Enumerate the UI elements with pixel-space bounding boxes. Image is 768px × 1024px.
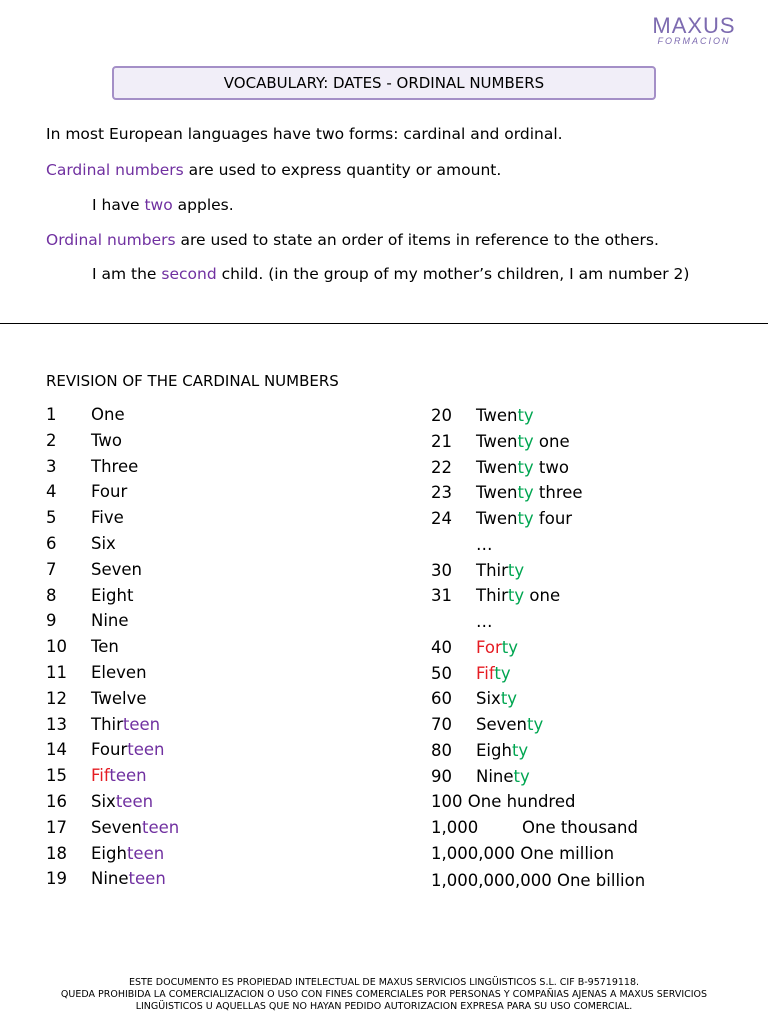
- word-suffix-ty: ty: [517, 457, 534, 477]
- word-rest: four: [533, 509, 573, 528]
- word-base: Eight: [91, 585, 134, 605]
- number-digit: 10: [46, 637, 67, 657]
- number-digit: 21: [431, 431, 452, 451]
- word-rest: three: [533, 483, 583, 503]
- word-suffix-ty: ty: [517, 483, 534, 503]
- word-suffix-teen: teen: [122, 714, 161, 734]
- number-word: [91, 610, 129, 632]
- word-base: Twen: [476, 509, 518, 528]
- number-digit: 7: [46, 559, 57, 579]
- word-base: Twen: [476, 457, 518, 477]
- number-word: [476, 560, 524, 582]
- number-digit: 22: [431, 457, 452, 477]
- word-base: Six: [91, 534, 116, 553]
- word-suffix-ty: ty: [501, 637, 519, 657]
- word-suffix-ty: ty: [517, 509, 534, 528]
- number-word: [476, 688, 517, 710]
- number-digit: 50: [431, 663, 452, 683]
- word-base: Seven: [476, 715, 527, 734]
- word-suffix-ty: ty: [517, 406, 534, 425]
- word-base: Two: [91, 430, 122, 450]
- copyright-footer: [0, 977, 768, 1013]
- number-word: [91, 404, 125, 426]
- word-base: Ten: [91, 637, 119, 657]
- example-text: I have: [92, 196, 145, 214]
- intro-line-2: [46, 160, 501, 180]
- number-row: [431, 843, 614, 865]
- number-word: [476, 766, 530, 788]
- section-divider: [0, 323, 768, 324]
- word-base: …: [476, 612, 493, 631]
- intro-text: are used to express quantity or amount.: [183, 161, 502, 179]
- number-digit: 3: [46, 456, 57, 476]
- number-word: One hundred: [467, 792, 576, 812]
- number-word: [91, 765, 147, 787]
- number-digit: 23: [431, 483, 452, 503]
- number-word: [91, 481, 127, 503]
- number-digit: 1,000,000: [431, 843, 515, 863]
- word-base: Twen: [476, 406, 518, 425]
- number-word: [91, 868, 166, 890]
- number-word: [91, 559, 142, 581]
- word-suffix-ty: ty: [511, 740, 529, 760]
- number-digit: 20: [431, 406, 452, 425]
- ordinal-numbers-term: Ordinal numbers: [46, 231, 176, 249]
- example-text: child. (in the group of my mother’s children, I am number 2): [216, 265, 690, 283]
- number-word: [476, 714, 543, 736]
- word-base: Six: [91, 792, 116, 811]
- word-suffix-ty: ty: [527, 715, 544, 734]
- number-digit: 24: [431, 509, 452, 528]
- number-word: [91, 507, 124, 529]
- number-word: One billion: [556, 870, 646, 890]
- word-base: …: [476, 534, 493, 554]
- number-word: [476, 457, 569, 479]
- revision-title: REVISION OF THE CARDINAL NUMBERS: [46, 372, 339, 390]
- footer-line: QUEDA PROHIBIDA LA COMERCIALIZACION O USO CON FINES COMERCIALES POR PERSONAS Y COMPAÑIAS AJENAS A MAXUS SERVICIOS: [60, 989, 708, 1000]
- number-digit: 16: [46, 792, 67, 811]
- word-rest: two: [533, 457, 569, 477]
- number-digit: 12: [46, 688, 67, 708]
- number-word: [476, 611, 493, 633]
- word-base: Eigh: [91, 843, 127, 863]
- intro-example-2: [92, 264, 689, 284]
- word-base: Seven: [91, 817, 142, 837]
- word-suffix-teen: teen: [127, 740, 165, 760]
- example-text: I am the: [92, 265, 162, 283]
- word-suffix-ty: ty: [500, 689, 518, 709]
- number-digit: 1: [46, 405, 57, 424]
- number-digit: 6: [46, 534, 57, 553]
- number-word: [91, 739, 164, 761]
- page-title: VOCABULARY: DATES - ORDINAL NUMBERS: [112, 66, 656, 100]
- logo-text: MAXUS: [652, 13, 736, 38]
- word-suffix-ty: ty: [494, 663, 511, 683]
- number-digit: 19: [46, 869, 67, 889]
- number-word: [476, 740, 528, 762]
- intro-text: In most European languages have two forms: cardinal and ordinal.: [46, 125, 563, 143]
- intro-line-1: [46, 124, 563, 144]
- word-base: Nine: [91, 611, 129, 631]
- number-word: [476, 431, 570, 453]
- word-irregular-part: Fif: [476, 663, 495, 683]
- logo-subtext: FORMACION: [657, 36, 731, 46]
- number-digit: 13: [46, 714, 67, 734]
- number-digit: 90: [431, 766, 452, 786]
- footer-line: ESTE DOCUMENTO ES PROPIEDAD INTELECTUAL DE MAXUS SERVICIOS LINGÜISTICOS S.L. CIF B-95719118.: [128, 977, 640, 988]
- number-word: [91, 688, 147, 710]
- number-word: [476, 585, 560, 607]
- number-digit: 8: [46, 585, 57, 605]
- number-word: One thousand: [522, 818, 638, 837]
- word-base: Twen: [476, 431, 518, 451]
- number-word: [91, 843, 164, 865]
- word-suffix-ty: ty: [513, 766, 530, 786]
- word-base: Twelve: [91, 688, 147, 708]
- word-suffix-ty: ty: [507, 560, 525, 580]
- maxus-logo: [646, 14, 746, 46]
- number-word: [476, 482, 583, 504]
- word-base: Eigh: [476, 740, 512, 760]
- number-digit: 4: [46, 482, 57, 502]
- number-word: [91, 817, 179, 839]
- word-base: Six: [476, 689, 501, 709]
- number-word: [91, 662, 147, 684]
- number-word: [91, 636, 119, 658]
- word-rest: one: [533, 431, 570, 451]
- word-suffix-teen: teen: [128, 869, 166, 889]
- word-base: Nine: [476, 766, 514, 786]
- word-base: Twen: [476, 483, 518, 503]
- number-word: [91, 533, 116, 555]
- word-rest: one: [524, 586, 561, 606]
- example-highlight: second: [161, 265, 217, 283]
- number-word: [476, 663, 511, 685]
- word-base: Thir: [476, 586, 508, 606]
- example-highlight: two: [144, 196, 173, 214]
- word-base: Thir: [476, 560, 508, 580]
- number-row: [431, 870, 645, 892]
- word-irregular-part: Fif: [91, 766, 110, 786]
- number-word: [476, 405, 534, 427]
- number-digit: 1,000: [431, 818, 479, 837]
- word-suffix-teen: teen: [109, 766, 147, 786]
- cardinal-numbers-term: Cardinal numbers: [46, 161, 184, 179]
- number-digit: 40: [431, 637, 452, 657]
- number-digit: 5: [46, 508, 57, 528]
- word-base: One: [91, 405, 125, 424]
- number-digit: 11: [46, 663, 67, 682]
- intro-line-4: [46, 230, 659, 250]
- number-word: [91, 585, 133, 607]
- number-word: One million: [520, 843, 615, 863]
- number-digit: 18: [46, 843, 67, 863]
- word-base: Four: [91, 482, 128, 502]
- number-word: [91, 430, 122, 452]
- word-base: Four: [91, 740, 128, 760]
- number-digit: 15: [46, 766, 67, 786]
- word-suffix-teen: teen: [142, 817, 180, 837]
- example-text: apples.: [172, 196, 234, 214]
- number-digit: 1,000,000,000: [431, 870, 552, 890]
- number-word: [91, 791, 153, 813]
- number-digit: 2: [46, 430, 57, 450]
- word-base: Nine: [91, 869, 129, 889]
- number-digit: 31: [431, 586, 452, 606]
- number-digit: 80: [431, 740, 452, 760]
- number-word: [91, 714, 160, 736]
- word-base: Eleven: [91, 663, 147, 682]
- number-word: [91, 456, 138, 478]
- number-digit: 70: [431, 715, 452, 734]
- word-base: Five: [91, 508, 124, 528]
- word-suffix-ty: ty: [517, 431, 534, 451]
- word-irregular-part: For: [476, 637, 502, 657]
- word-base: Thir: [91, 714, 123, 734]
- number-digit: 9: [46, 611, 57, 631]
- word-suffix-teen: teen: [126, 843, 165, 863]
- number-digit: 17: [46, 817, 67, 837]
- number-digit: 60: [431, 689, 452, 709]
- number-word: [476, 534, 493, 556]
- intro-text: are used to state an order of items in reference to the others.: [175, 231, 659, 249]
- number-row: [431, 791, 575, 813]
- footer-line: LINGÜISTICOS U AQUELLAS QUE NO HAYAN PEDIDO AUTORIZACION EXPRESA PARA SU USO COMERCIAL.: [135, 1001, 633, 1012]
- number-word: [476, 508, 572, 530]
- word-base: Seven: [91, 559, 142, 579]
- word-base: Three: [91, 456, 139, 476]
- number-word: [476, 637, 518, 659]
- word-suffix-teen: teen: [115, 792, 154, 811]
- number-digit: 14: [46, 740, 67, 760]
- number-digit: 30: [431, 560, 452, 580]
- number-digit: 100: [431, 792, 463, 812]
- intro-example-1: [92, 195, 234, 215]
- word-suffix-ty: ty: [507, 586, 525, 606]
